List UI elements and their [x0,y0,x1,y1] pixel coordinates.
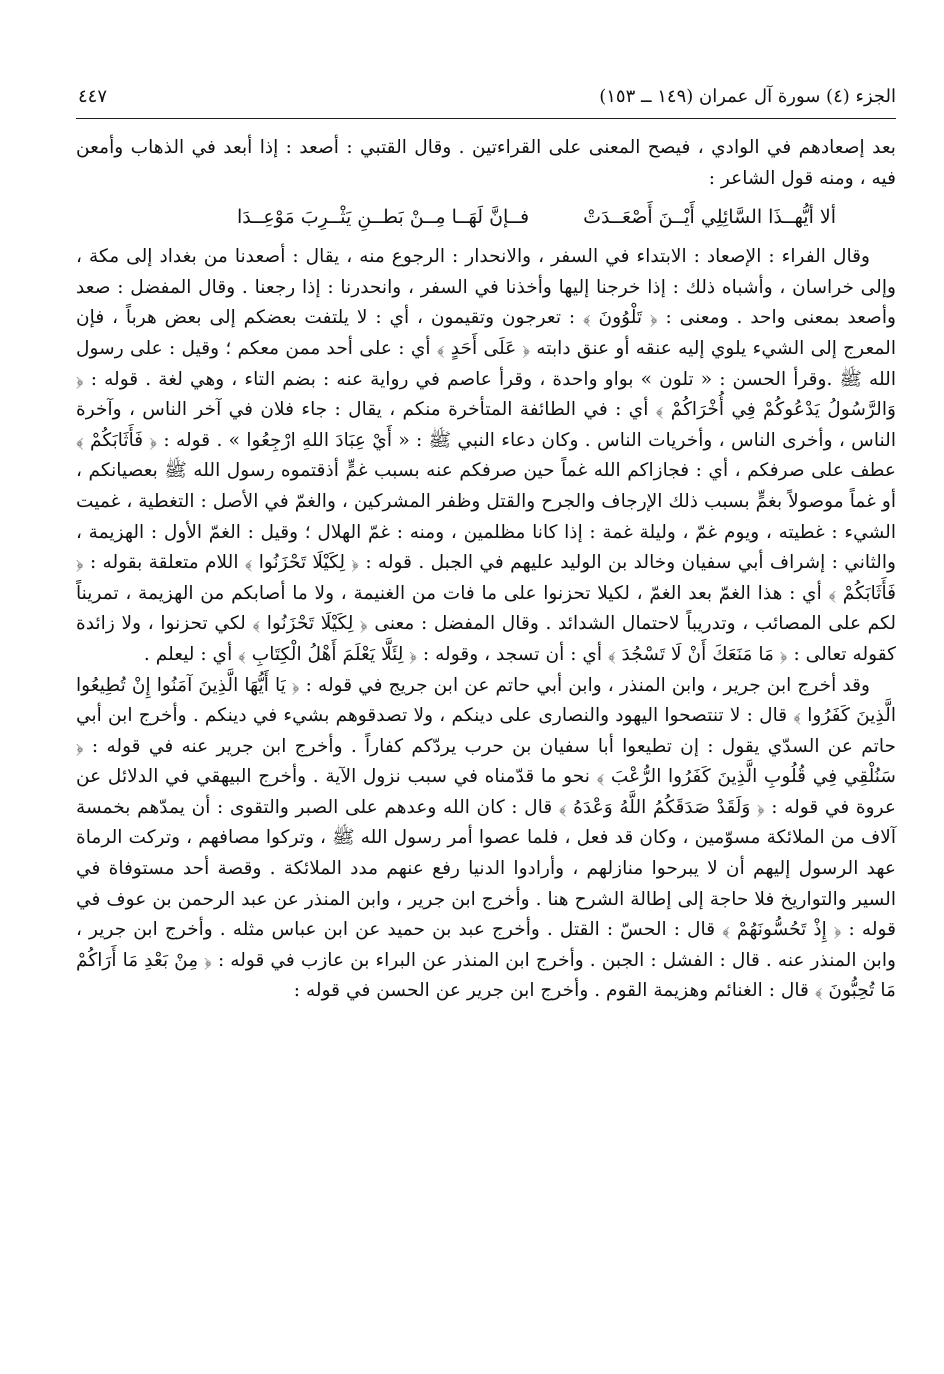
verse-hemistich-1: ألا أيُّهــذَا السَّائِلِي أَيْــنَ أَصْعَــدَتْ [583,206,836,229]
book-page [76,84,896,1007]
paragraph-1: بعد إصعادهم في الوادي ، فيصح المعنى على القراءتين . وقال القتبي : أصعد : إذا أبعد في الذهاب وأمعن فيه ، ومنه قول الشاعر : [76,137,896,189]
page-number: ٤٤٧ [78,86,108,107]
paragraph-3: وقد أخرج ابن جرير ، وابن المنذر ، وابن أبي حاتم عن ابن جريج في قوله : ﴿ يَا أَيُّهَا الَّذِينَ آمَنُوا إِنْ تُطِيعُوا الَّذِينَ كَفَرُوا ﴾ قال : لا تنتصحوا اليهود والنصارى على دينكم ، ولا تصدقوهم بشيء في دينكم . وأخرج ابن أبي حاتم عن السدّي يقول : إن تطيعوا أبا سفيان بن حرب يردّكم كفاراً . وأخرج ابن جرير عنه في قوله : ﴿ سَنُلْقِي فِي قُلُوبِ الَّذِينَ كَفَرُوا الرُّعْبَ ﴾ نحو ما قدّمناه في سبب نزول الآية . وأخرج البيهقي في الدلائل عن عروة في قوله : ﴿ وَلَقَدْ صَدَقَكُمُ اللَّهُ وَعْدَهُ ﴾ قال : كان الله وعدهم على الصبر والتقوى : أن يمدّهم بخمسة آلاف من الملائكة مسوّمين ، وكان قد فعل ، فلما عصوا أمر رسول الله ﷺ ، وتركوا مصافهم ، وتركت الرماة عهد الرسول إليهم أن لا يبرحوا منازلهم ، وأرادوا الدنيا رفع عنهم مدد الملائكة . وقصة أحد مستوفاة في السير والتواريخ فلا حاجة إلى إطالة الشرح هنا . وأخرج ابن جرير ، وابن المنذر عن عبد الرحمن بن عوف في قوله : ﴿ إِذْ تَحُسُّونَهُمْ ﴾ قال : الحسّ : القتل . وأخرج عبد بن حميد عن ابن عباس مثله . وأخرج ابن جرير ، وابن المنذر عنه . قال : الفشل : الجبن . وأخرج ابن المنذر عن البراء بن عازب في قوله : ﴿ مِنْ بَعْدِ مَا أَرَاكُمْ مَا تُحِبُّونَ ﴾ قال : الغنائم وهزيمة القوم . وأخرج ابن جرير عن الحسن في قوله : [76,674,896,1002]
verse-hemistich-2: فــإنَّ لَهَــا مِــنْ بَطــنِ يَثْــرِبَ مَوْعِــدَا [236,206,530,229]
page-header [76,84,896,119]
poetry-verse [76,196,896,238]
paragraph-2: وقال الفراء : الإصعاد : الابتداء في السفر ، والانحدار : الرجوع منه ، يقال : أصعدنا من بغداد إلى مكة ، وإلى خراسان ، وأشباه ذلك : إذا خرجنا إليها وأخذنا في السفر ، وانحدرنا : إذا رجعنا . وقال المفضل : صعد وأصعد بمعنى واحد . ومعنى : ﴿ تَلْوُونَ ﴾ : تعرجون وتقيمون ، أي : لا يلتفت بعضكم إلى بعض هرباً ، فإن المعرج إلى الشيء يلوي إليه عنقه أو عنق دابته ﴿ عَلَى أَحَدٍ ﴾ أي : على أحد ممن معكم ؛ وقيل : على رسول الله ﷺ .وقرأ الحسن : « تلون » بواو واحدة ، وقرأ عاصم في رواية عنه : بضم التاء ، وهي لغة . قوله : ﴿ وَالرَّسُولُ يَدْعُوكُمْ فِي أُخْرَاكُمْ ﴾ أي : في الطائفة المتأخرة منكم ، يقال : جاء فلان في آخر الناس ، وآخرة الناس ، وأخرى الناس ، وأخريات الناس . وكان دعاء النبي ﷺ : « أَيْ عِبَادَ اللهِ ارْجِعُوا » . قوله : ﴿ فَأَثَابَكُمْ ﴾ عطف على صرفكم ، أي : فجازاكم الله غماً حين صرفكم عنه بسبب غمٍّ أذقتموه رسول الله ﷺ بعصيانكم ، أو غماً موصولاً بغمٍّ بسبب ذلك الإرجاف والجرح والقتل وظفر المشركين ، والغمّ في الأصل : التغطية ، غميت الشيء : غطيته ، ويوم غمّ ، وليلة غمة : إذا كانا مظلمين ، ومنه : غمّ الهلال ؛ وقيل : الغمّ الأول : الهزيمة ، والثاني : إشراف أبي سفيان وخالد بن الوليد عليهم في الجبل . قوله : ﴿ لِكَيْلَا تَحْزَنُوا ﴾ اللام متعلقة بقوله : ﴿ فَأَثَابَكُمْ ﴾ أي : هذا الغمّ بعد الغمّ ، لكيلا تحزنوا على ما فات من الغنيمة ، ولا ما أصابكم من الهزيمة ، تمريناً لكم على المصائب ، وتدريباً لاحتمال الشدائد . وقال المفضل : معنى ﴿ لِكَيْلَا تَحْزَنُوا ﴾ لكي تحزنوا ، ولا زائدة كقوله تعالى : ﴿ مَا مَنَعَكَ أَنْ لَا تَسْجُدَ ﴾ أي : أن تسجد ، وقوله : ﴿ لِئَلَّا يَعْلَمَ أَهْلُ الْكِتَابِ ﴾ أي : ليعلم . [76,246,896,665]
running-title: الجزء (٤) سورة آل عمران (١٤٩ ــ ١٥٣) [599,86,896,107]
